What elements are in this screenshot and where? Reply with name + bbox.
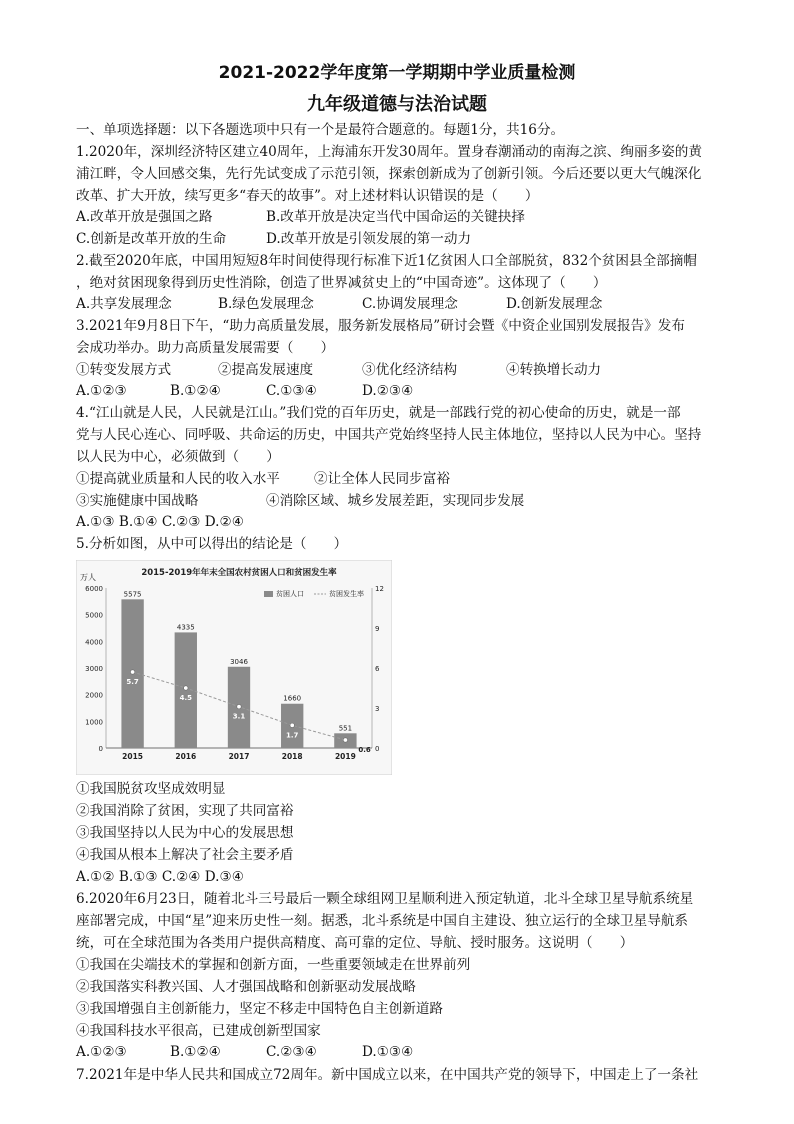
q1-line-3: 改革、扩大开放，续写更多“春天的故事”。对上述材料认识错误的是（ ） [76,188,539,204]
y-tick-left-0: 0 [98,745,103,753]
q3-item-1: ①转变发展方式 [76,362,172,378]
rate-point-2019 [343,738,347,742]
x-tick-2018: 2018 [281,752,303,761]
q7-line-1: 7.2021年是中华人民共和国成立72周年。新中国成立以来，在中国共产党的领导下，中国走上了一条社 [76,1067,699,1083]
rate-point-2016 [184,686,188,690]
q6-line-1: 6.2020年6月23日，随着北斗三号最后一颗全球组网卫星顺利进入预定轨道，北斗全球卫星导航系统星 [76,891,694,907]
q2-line-2: ，绝对贫困现象得到历史性消除，创造了世界减贫史上的“中国奇迹”。这体现了（ ） [76,275,607,291]
q3-line-1: 3.2021年9月8日下午，“助力高质量发展，服务新发展格局”研讨会暨《中资企业国别发展报告》发布 [76,318,685,334]
legend-bar-label: 贫困人口 [276,590,304,598]
y-tick-left-4: 4000 [85,638,103,647]
section-heading: 一、单项选择题：以下各题选项中只有一个是最符合题意的。每题1分，共16分。 [76,122,565,138]
rate-label-2015: 5.7 [126,678,139,686]
q3-line-2: 会成功举办。助力高质量发展需要（ ） [76,340,335,356]
bar-label-2015: 5575 [123,590,142,599]
y-axis-unit: 万人 [80,573,96,582]
x-tick-2017: 2017 [228,752,250,761]
q3-item-4: ④转换增长动力 [506,362,602,378]
q4-line-3: 以人民为中心，必须做到（ ） [76,449,280,465]
q3-item-3: ③优化经济结构 [362,362,458,378]
q5-item-1: ①我国脱贫攻坚成效明显 [76,781,226,797]
q6-line-3: 统，可在全球范围为各类用户提供高精度、高可靠的定位、导航、授时服务。这说明（ ） [76,935,634,951]
y-tick-right-0: 0 [375,745,380,753]
q3-item-2: ②提高发展速度 [218,362,314,378]
rate-point-2018 [290,723,294,727]
q3-option-b: B.①②④ [170,383,221,399]
q4-line-2: 党与人民心连心、同呼吸、共命运的历史，中国共产党始终坚持人民主体地位，坚持以人民为中心。坚持 [76,427,702,443]
chart-title: 2015-2019年年末全国农村贫困人口和贫困发生率 [141,568,337,578]
q1-option-a: A.改革开放是强国之路 [76,209,213,225]
y-tick-left-5: 5000 [85,611,103,620]
y-tick-left-2: 2000 [85,691,103,700]
rate-label-2017: 3.1 [232,712,246,721]
y-tick-right-2: 6 [375,665,380,673]
rate-label-2016: 4.5 [179,694,193,702]
bar-label-2019: 551 [338,724,353,733]
q2-option-a: A.共享发展理念 [76,296,172,312]
q3-option-a: A.①②③ [76,383,127,399]
q1-option-c: C.创新是改革开放的生命 [76,231,227,247]
q2-option-b: B.绿色发展理念 [218,296,314,312]
rate-point-2015 [130,670,134,674]
q1-line-2: 浦江畔，令人回感交集，先行先试变成了示范引领，探索创新成为了创新引领。今后还要以更大气魄深化 [76,166,702,182]
q4-item-4: ④消除区域、城乡发展差距，实现同步发展 [266,493,525,509]
y-tick-right-4: 12 [375,585,384,593]
q6-line-2: 座部署完成，中国“星”迎来历史性一刻。据悉，北斗系统是中国自主建设、独立运行的全球卫星导航系 [76,913,689,929]
q5-item-2: ②我国消除了贫困，实现了共同富裕 [76,803,294,819]
bar-label-2017: 3046 [230,657,248,666]
legend-bar-swatch [264,591,273,597]
legend-line-label: 贫困发生率 [329,590,364,598]
y-tick-right-3: 9 [375,625,380,633]
bar-label-2018: 1660 [283,694,302,703]
q6-item-1: ①我国在尖端技术的掌握和创新方面，一些重要领域走在世界前列 [76,957,471,973]
q5-stem: 5.分析如图，从中可以得出的结论是（ ） [76,536,348,552]
q4-item-2: ②让全体人民同步富裕 [314,471,450,487]
y-tick-left-6: 6000 [85,585,103,593]
q5-item-3: ③我国坚持以人民为中心的发展思想 [76,825,294,841]
bar-label-2016: 4335 [176,623,195,632]
q3-option-d: D.②③④ [362,383,414,399]
q6-item-3: ③我国增强自主创新能力，坚定不移走中国特色自主创新道路 [76,1001,444,1017]
q6-item-4: ④我国科技水平很高，已建成创新型国家 [76,1023,321,1039]
x-tick-2019: 2019 [334,752,356,761]
q2-line-1: 2.截至2020年底，中国用短短8年时间使得现行标准下近1亿贫困人口全部脱贫，832个贫困县全部摘帽 [76,253,697,269]
q6-option-a: A.①②③ [76,1044,127,1060]
q6-item-2: ②我国落实科教兴国、人才强国战略和创新驱动发展战略 [76,979,416,995]
q1-option-b: B.改革开放是决定当代中国命运的关键抉择 [266,209,525,225]
poverty-chart [76,560,392,775]
rate-label-2018: 1.7 [285,731,299,740]
x-tick-2016: 2016 [175,752,197,761]
y-tick-right-1: 3 [375,705,380,713]
q2-option-c: C.协调发展理念 [362,296,458,312]
q5-item-4: ④我国从根本上解决了社会主要矛盾 [76,847,294,863]
q5-options: A.①② B.①③ C.②④ D.③④ [76,869,244,885]
q4-options: A.①③ B.①④ C.②③ D.②④ [76,514,244,530]
q1-line-1: 1.2020年，深圳经济特区建立40周年，上海浦东开发30周年。置身春潮涌动的南海之滨、绚丽多姿的黄 [76,144,702,160]
q6-option-c: C.②③④ [266,1044,317,1060]
q6-option-d: D.①③④ [362,1044,414,1060]
exam-subtitle: 九年级道德与法治试题 [307,94,487,115]
q3-option-c: C.①③④ [266,383,317,399]
rate-label-2019: 0.6 [358,746,371,754]
q6-option-b: B.①②④ [170,1044,221,1060]
q4-item-3: ③实施健康中国战略 [76,493,199,509]
exam-title: 2021-2022学年度第一学期期中学业质量检测 [218,63,576,83]
y-tick-left-1: 1000 [85,718,103,727]
q1-option-d: D.改革开放是引领发展的第一动力 [266,231,472,247]
x-tick-2015: 2015 [122,752,144,761]
rate-point-2017 [237,704,241,708]
q4-item-1: ①提高就业质量和人民的收入水平 [76,471,280,487]
y-tick-left-3: 3000 [85,665,103,673]
q2-option-d: D.创新发展理念 [506,296,603,312]
q4-line-1: 4.“江山就是人民，人民就是江山。”我们党的百年历史，就是一部践行党的初心使命的历史，就是一部 [76,405,681,421]
